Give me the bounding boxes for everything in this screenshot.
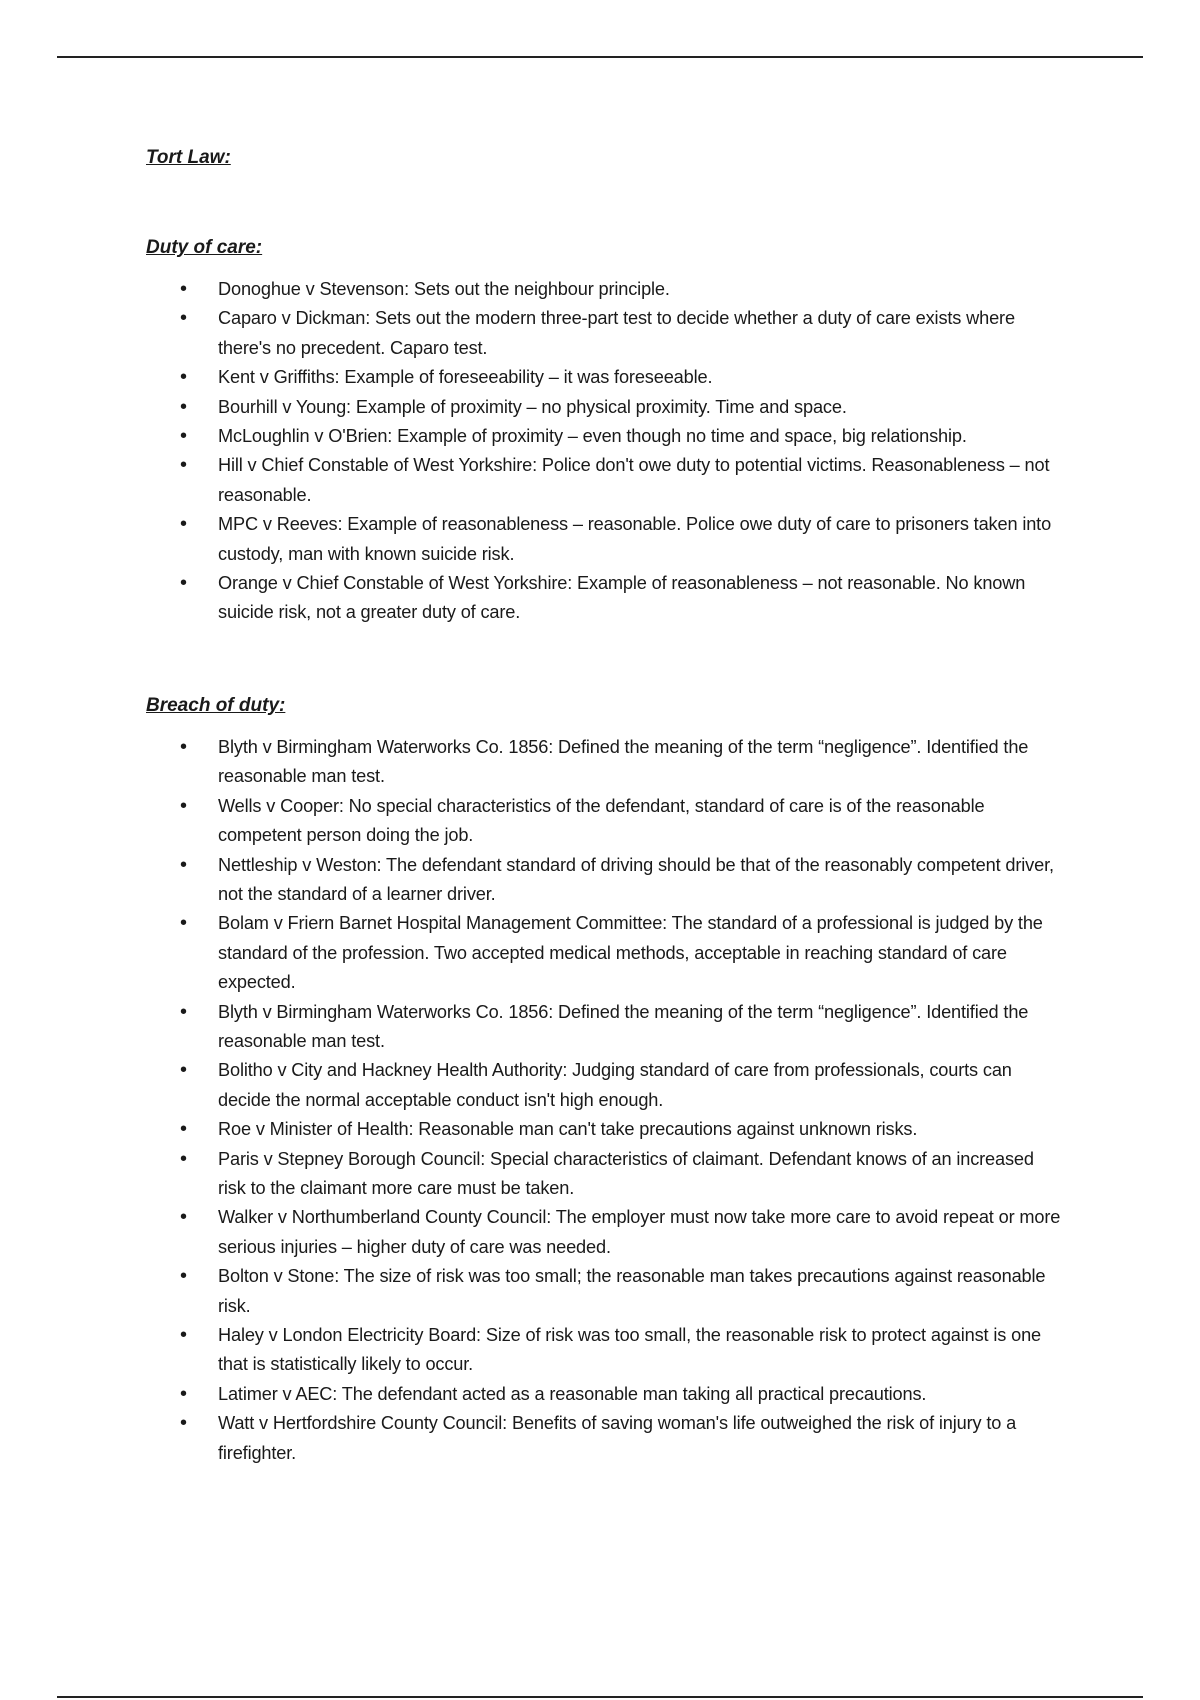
section-heading: Duty of care:: [146, 237, 263, 258]
case-item: • Haley v London Electricity Board: Size of risk was too small, the reasonable risk to protect against is one that is statistically likely to occur.: [146, 1321, 1066, 1380]
case-item: • Bolam v Friern Barnet Hospital Management Committee: The standard of a professional is judged by the standard of the profession. Two accepted medical methods, acceptable in reaching standard of care expected.: [146, 909, 1066, 997]
case-item: • Walker v Northumberland County Council: The employer must now take more care to avoid repeat or more serious injuries – higher duty of care was needed.: [146, 1203, 1066, 1262]
case-item: • Latimer v AEC: The defendant acted as a reasonable man taking all practical precautions.: [146, 1380, 1066, 1409]
section-breach-of-duty: [146, 692, 1066, 1468]
case-item: • Roe v Minister of Health: Reasonable man can't take precautions against unknown risks.: [146, 1115, 1066, 1144]
case-list: [146, 275, 1066, 628]
case-item: • Nettleship v Weston: The defendant standard of driving should be that of the reasonably competent driver, not the standard of a learner driver.: [146, 851, 1066, 910]
case-list: [146, 733, 1066, 1468]
case-item: • Kent v Griffiths: Example of foreseeability – it was foreseeable.: [146, 363, 1066, 392]
case-item: • Bolitho v City and Hackney Health Authority: Judging standard of care from professionals, courts can decide the normal acceptable conduct isn't high enough.: [146, 1056, 1066, 1115]
case-item: • Paris v Stepney Borough Council: Special characteristics of claimant. Defendant knows of an increased risk to the claimant more care must be taken.: [146, 1145, 1066, 1204]
case-item: • MPC v Reeves: Example of reasonableness – reasonable. Police owe duty of care to prisoners taken into custody, man with known suicide risk.: [146, 510, 1066, 569]
case-item: • Hill v Chief Constable of West Yorkshire: Police don't owe duty to potential victims. Reasonableness – not reasonable.: [146, 451, 1066, 510]
document-title: Tort Law:: [146, 147, 231, 168]
case-item: • Blyth v Birmingham Waterworks Co. 1856: Defined the meaning of the term “negligence”. Identified the reasonable man test.: [146, 998, 1066, 1057]
section-heading: Breach of duty:: [146, 694, 286, 716]
case-item: • Bourhill v Young: Example of proximity – no physical proximity. Time and space.: [146, 393, 1066, 422]
case-item: • Orange v Chief Constable of West Yorkshire: Example of reasonableness – not reasonable. No known suicide risk, not a greater duty of care.: [146, 569, 1066, 628]
case-item: • Bolton v Stone: The size of risk was too small; the reasonable man takes precautions against reasonable risk.: [146, 1262, 1066, 1321]
case-item: • Blyth v Birmingham Waterworks Co. 1856: Defined the meaning of the term “negligence”. Identified the reasonable man test.: [146, 733, 1066, 792]
section-duty-of-care: [146, 234, 1066, 628]
case-item: • Caparo v Dickman: Sets out the modern three-part test to decide whether a duty of care exists where there's no precedent. Caparo test.: [146, 304, 1066, 363]
case-item: • McLoughlin v O'Brien: Example of proximity – even though no time and space, big relationship.: [146, 422, 1066, 451]
case-item: • Wells v Cooper: No special characteristics of the defendant, standard of care is of the reasonable competent person doing the job.: [146, 792, 1066, 851]
page-header-rule: [57, 56, 1143, 58]
document-body: [146, 144, 1066, 1468]
page-footer-rule: [57, 1696, 1143, 1698]
case-item: • Watt v Hertfordshire County Council: Benefits of saving woman's life outweighed the risk of injury to a firefighter.: [146, 1409, 1066, 1468]
case-item: • Donoghue v Stevenson: Sets out the neighbour principle.: [146, 275, 1066, 304]
